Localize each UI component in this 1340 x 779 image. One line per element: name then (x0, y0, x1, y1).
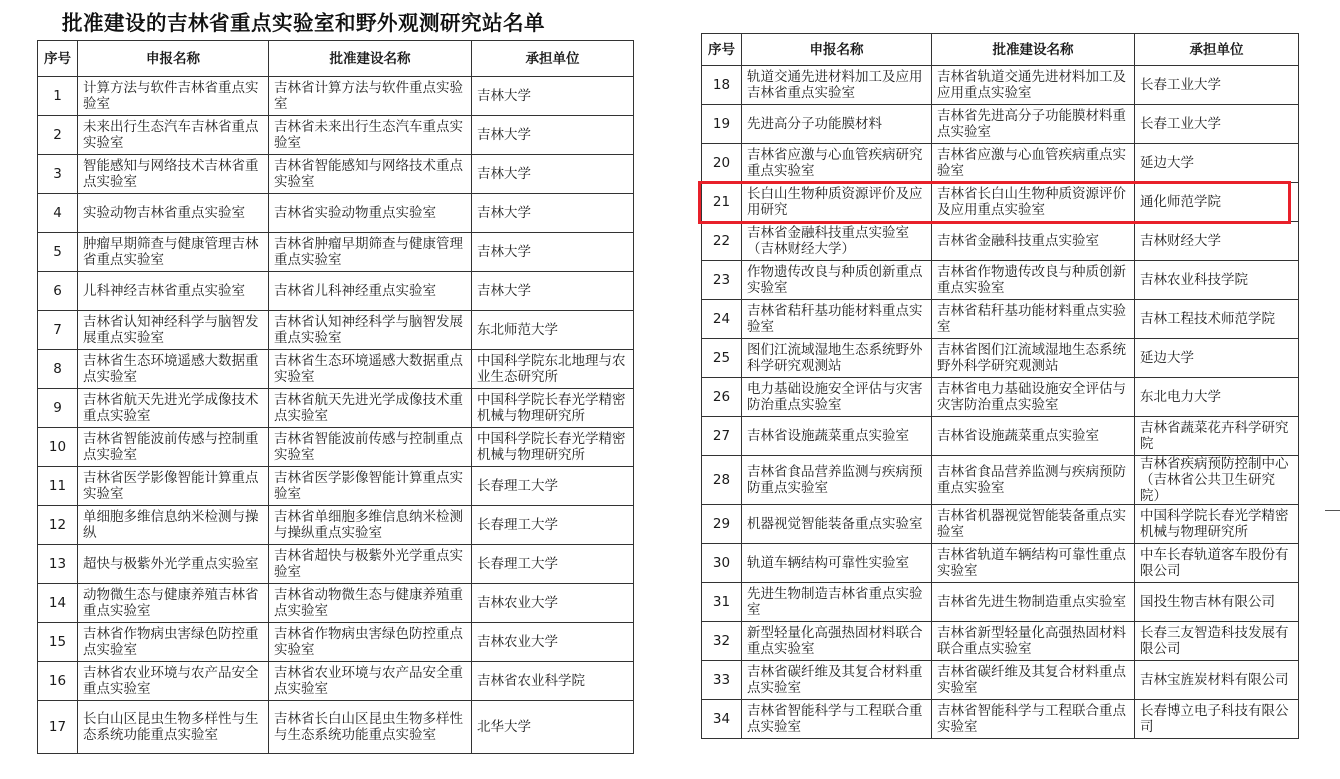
table-row (38, 584, 634, 623)
cell-no: 10 (38, 428, 78, 467)
cell-approved-name: 吉林省应激与心血管疾病重点实验室 (932, 144, 1135, 183)
cell-no: 5 (38, 233, 78, 272)
cell-apply-name: 动物微生态与健康养殖吉林省重点实验室 (78, 584, 269, 623)
cell-unit: 长春博立电子科技有限公司 (1135, 700, 1299, 739)
cell-unit: 吉林大学 (472, 77, 634, 116)
table-row (702, 378, 1299, 417)
cell-unit: 长春工业大学 (1135, 105, 1299, 144)
cell-apply-name: 吉林省设施蔬菜重点实验室 (742, 417, 932, 456)
table-row (38, 506, 634, 545)
cell-unit: 吉林工程技术师范学院 (1135, 300, 1299, 339)
cell-approved-name: 吉林省未来出行生态汽车重点实验室 (269, 116, 472, 155)
cell-apply-name: 吉林省应激与心血管疾病研究重点实验室 (742, 144, 932, 183)
cell-approved-name: 吉林省生态环境遥感大数据重点实验室 (269, 350, 472, 389)
cell-unit: 吉林省疾病预防控制中心（吉林省公共卫生研究院） (1135, 456, 1299, 505)
cell-unit: 中国科学院长春光学精密机械与物理研究所 (1135, 505, 1299, 544)
cell-apply-name: 电力基础设施安全评估与灾害防治重点实验室 (742, 378, 932, 417)
table-row (38, 623, 634, 662)
cell-no: 32 (702, 622, 742, 661)
cell-unit: 中国科学院东北地理与农业生态研究所 (472, 350, 634, 389)
cell-unit: 吉林宝旌炭材料有限公司 (1135, 661, 1299, 700)
cell-approved-name: 吉林省金融科技重点实验室 (932, 222, 1135, 261)
cell-apply-name: 先进生物制造吉林省重点实验室 (742, 583, 932, 622)
cell-approved-name: 吉林省先进生物制造重点实验室 (932, 583, 1135, 622)
cell-unit: 中国科学院长春光学精密机械与物理研究所 (472, 389, 634, 428)
header-approved-name: 批准建设名称 (932, 34, 1135, 66)
cell-no: 4 (38, 194, 78, 233)
cell-apply-name: 吉林省航天先进光学成像技术重点实验室 (78, 389, 269, 428)
cell-unit: 吉林省蔬菜花卉科学研究院 (1135, 417, 1299, 456)
cell-no: 3 (38, 155, 78, 194)
cell-approved-name: 吉林省肿瘤早期筛查与健康管理重点实验室 (269, 233, 472, 272)
cell-approved-name: 吉林省超快与极紫外光学重点实验室 (269, 545, 472, 584)
table-header-row (38, 41, 634, 77)
cell-approved-name: 吉林省智能科学与工程联合重点实验室 (932, 700, 1135, 739)
cell-no: 19 (702, 105, 742, 144)
cell-approved-name: 吉林省智能感知与网络技术重点实验室 (269, 155, 472, 194)
cell-no: 8 (38, 350, 78, 389)
header-apply-name: 申报名称 (78, 41, 269, 77)
table-row (38, 272, 634, 311)
table-row (702, 505, 1299, 544)
table-row (702, 66, 1299, 105)
cell-approved-name: 吉林省设施蔬菜重点实验室 (932, 417, 1135, 456)
cell-unit: 吉林农业大学 (472, 584, 634, 623)
cell-unit: 吉林省农业科学院 (472, 662, 634, 701)
cell-unit: 吉林大学 (472, 233, 634, 272)
cell-unit: 长春三友智造科技发展有限公司 (1135, 622, 1299, 661)
cell-unit: 长春理工大学 (472, 467, 634, 506)
cell-approved-name: 吉林省智能波前传感与控制重点实验室 (269, 428, 472, 467)
cell-apply-name: 未来出行生态汽车吉林省重点实验室 (78, 116, 269, 155)
table-row (702, 583, 1299, 622)
cell-no: 17 (38, 701, 78, 754)
cell-apply-name: 图们江流域湿地生态系统野外科学研究观测站 (742, 339, 932, 378)
cell-no: 12 (38, 506, 78, 545)
table-row (702, 300, 1299, 339)
cell-apply-name: 吉林省医学影像智能计算重点实验室 (78, 467, 269, 506)
cell-approved-name: 吉林省碳纤维及其复合材料重点实验室 (932, 661, 1135, 700)
table-row (702, 544, 1299, 583)
cell-unit: 长春理工大学 (472, 545, 634, 584)
cell-approved-name: 吉林省作物病虫害绿色防控重点实验室 (269, 623, 472, 662)
cell-approved-name: 吉林省机器视觉智能装备重点实验室 (932, 505, 1135, 544)
cell-no: 11 (38, 467, 78, 506)
cell-apply-name: 实验动物吉林省重点实验室 (78, 194, 269, 233)
table-row (702, 417, 1299, 456)
cell-no: 2 (38, 116, 78, 155)
cell-unit: 长春理工大学 (472, 506, 634, 545)
cell-apply-name: 吉林省智能波前传感与控制重点实验室 (78, 428, 269, 467)
cell-unit: 东北师范大学 (472, 311, 634, 350)
table-header-row (702, 34, 1299, 66)
cell-unit: 延边大学 (1135, 144, 1299, 183)
table-row (38, 467, 634, 506)
cell-no: 6 (38, 272, 78, 311)
table-row (38, 155, 634, 194)
cell-approved-name: 吉林省儿科神经重点实验室 (269, 272, 472, 311)
edge-mark (1325, 510, 1340, 511)
cell-approved-name: 吉林省轨道交通先进材料加工及应用重点实验室 (932, 66, 1135, 105)
cell-unit: 长春工业大学 (1135, 66, 1299, 105)
header-no: 序号 (702, 34, 742, 66)
cell-approved-name: 吉林省计算方法与软件重点实验室 (269, 77, 472, 116)
cell-apply-name: 肿瘤早期筛查与健康管理吉林省重点实验室 (78, 233, 269, 272)
table-row (702, 144, 1299, 183)
table-row (38, 428, 634, 467)
table-row (38, 545, 634, 584)
cell-no: 16 (38, 662, 78, 701)
table-row (38, 116, 634, 155)
cell-no: 33 (702, 661, 742, 700)
cell-apply-name: 吉林省金融科技重点实验室（吉林财经大学） (742, 222, 932, 261)
header-approved-name: 批准建设名称 (269, 41, 472, 77)
cell-no: 15 (38, 623, 78, 662)
cell-unit: 中国科学院长春光学精密机械与物理研究所 (472, 428, 634, 467)
cell-no: 34 (702, 700, 742, 739)
cell-unit: 通化师范学院 (1135, 183, 1299, 222)
cell-no: 9 (38, 389, 78, 428)
table-row (702, 456, 1299, 505)
cell-approved-name: 吉林省航天先进光学成像技术重点实验室 (269, 389, 472, 428)
cell-approved-name: 吉林省单细胞多维信息纳米检测与操纵重点实验室 (269, 506, 472, 545)
cell-approved-name: 吉林省医学影像智能计算重点实验室 (269, 467, 472, 506)
table-row (702, 622, 1299, 661)
cell-no: 21 (702, 183, 742, 222)
table-row (702, 222, 1299, 261)
cell-apply-name: 吉林省生态环境遥感大数据重点实验室 (78, 350, 269, 389)
table-row (38, 350, 634, 389)
header-apply-name: 申报名称 (742, 34, 932, 66)
cell-apply-name: 吉林省农业环境与农产品安全重点实验室 (78, 662, 269, 701)
cell-apply-name: 长白山区昆虫生物多样性与生态系统功能重点实验室 (78, 701, 269, 754)
header-no: 序号 (38, 41, 78, 77)
cell-apply-name: 作物遗传改良与种质创新重点实验室 (742, 261, 932, 300)
cell-approved-name: 吉林省作物遗传改良与种质创新重点实验室 (932, 261, 1135, 300)
cell-apply-name: 吉林省碳纤维及其复合材料重点实验室 (742, 661, 932, 700)
cell-approved-name: 吉林省图们江流域湿地生态系统野外科学研究观测站 (932, 339, 1135, 378)
cell-unit: 中车长春轨道客车股份有限公司 (1135, 544, 1299, 583)
cell-apply-name: 吉林省认知神经科学与脑智发展重点实验室 (78, 311, 269, 350)
cell-apply-name: 轨道车辆结构可靠性实验室 (742, 544, 932, 583)
table-row (702, 661, 1299, 700)
table-row (38, 389, 634, 428)
cell-unit: 吉林农业科技学院 (1135, 261, 1299, 300)
right-table-body (702, 66, 1299, 739)
cell-approved-name: 吉林省秸秆基功能材料重点实验室 (932, 300, 1135, 339)
cell-apply-name: 超快与极紫外光学重点实验室 (78, 545, 269, 584)
table-row (702, 105, 1299, 144)
cell-no: 23 (702, 261, 742, 300)
cell-apply-name: 吉林省智能科学与工程联合重点实验室 (742, 700, 932, 739)
cell-no: 30 (702, 544, 742, 583)
cell-approved-name: 吉林省食品营养监测与疾病预防重点实验室 (932, 456, 1135, 505)
cell-no: 13 (38, 545, 78, 584)
cell-no: 27 (702, 417, 742, 456)
cell-unit: 吉林大学 (472, 272, 634, 311)
cell-unit: 国投生物吉林有限公司 (1135, 583, 1299, 622)
table-row (38, 311, 634, 350)
table-row (702, 261, 1299, 300)
cell-no: 22 (702, 222, 742, 261)
table-row (38, 77, 634, 116)
cell-no: 18 (702, 66, 742, 105)
cell-unit: 吉林农业大学 (472, 623, 634, 662)
cell-approved-name: 吉林省长白山区昆虫生物多样性与生态系统功能重点实验室 (269, 701, 472, 754)
cell-no: 24 (702, 300, 742, 339)
cell-apply-name: 计算方法与软件吉林省重点实验室 (78, 77, 269, 116)
cell-apply-name: 轨道交通先进材料加工及应用吉林省重点实验室 (742, 66, 932, 105)
cell-unit: 延边大学 (1135, 339, 1299, 378)
cell-no: 31 (702, 583, 742, 622)
cell-no: 1 (38, 77, 78, 116)
right-list-table (701, 33, 1299, 739)
left-list-table (37, 40, 634, 754)
cell-approved-name: 吉林省电力基础设施安全评估与灾害防治重点实验室 (932, 378, 1135, 417)
table-row (38, 701, 634, 754)
cell-approved-name: 吉林省轨道车辆结构可靠性重点实验室 (932, 544, 1135, 583)
cell-no: 29 (702, 505, 742, 544)
cell-apply-name: 智能感知与网络技术吉林省重点实验室 (78, 155, 269, 194)
cell-apply-name: 吉林省食品营养监测与疾病预防重点实验室 (742, 456, 932, 505)
cell-approved-name: 吉林省先进高分子功能膜材料重点实验室 (932, 105, 1135, 144)
table-row (38, 662, 634, 701)
cell-unit: 吉林大学 (472, 116, 634, 155)
table-row (702, 183, 1299, 222)
cell-no: 28 (702, 456, 742, 505)
cell-apply-name: 吉林省秸秆基功能材料重点实验室 (742, 300, 932, 339)
cell-unit: 东北电力大学 (1135, 378, 1299, 417)
cell-unit: 吉林大学 (472, 155, 634, 194)
cell-no: 7 (38, 311, 78, 350)
table-row (702, 339, 1299, 378)
header-unit: 承担单位 (472, 41, 634, 77)
cell-approved-name: 吉林省实验动物重点实验室 (269, 194, 472, 233)
cell-unit: 北华大学 (472, 701, 634, 754)
cell-approved-name: 吉林省农业环境与农产品安全重点实验室 (269, 662, 472, 701)
cell-apply-name: 吉林省作物病虫害绿色防控重点实验室 (78, 623, 269, 662)
cell-approved-name: 吉林省认知神经科学与脑智发展重点实验室 (269, 311, 472, 350)
table-row (38, 233, 634, 272)
cell-approved-name: 吉林省新型轻量化高强热固材料联合重点实验室 (932, 622, 1135, 661)
cell-unit: 吉林大学 (472, 194, 634, 233)
table-row (38, 194, 634, 233)
cell-no: 25 (702, 339, 742, 378)
cell-apply-name: 机器视觉智能装备重点实验室 (742, 505, 932, 544)
cell-apply-name: 长白山生物种质资源评价及应用研究 (742, 183, 932, 222)
left-table-body (38, 77, 634, 754)
cell-approved-name: 吉林省长白山生物种质资源评价及应用重点实验室 (932, 183, 1135, 222)
cell-apply-name: 儿科神经吉林省重点实验室 (78, 272, 269, 311)
cell-apply-name: 单细胞多维信息纳米检测与操纵 (78, 506, 269, 545)
header-unit: 承担单位 (1135, 34, 1299, 66)
cell-no: 14 (38, 584, 78, 623)
cell-no: 26 (702, 378, 742, 417)
cell-no: 20 (702, 144, 742, 183)
cell-apply-name: 先进高分子功能膜材料 (742, 105, 932, 144)
cell-approved-name: 吉林省动物微生态与健康养殖重点实验室 (269, 584, 472, 623)
cell-apply-name: 新型轻量化高强热固材料联合重点实验室 (742, 622, 932, 661)
table-row (702, 700, 1299, 739)
cell-unit: 吉林财经大学 (1135, 222, 1299, 261)
page-title: 批准建设的吉林省重点实验室和野外观测研究站名单 (62, 11, 545, 35)
